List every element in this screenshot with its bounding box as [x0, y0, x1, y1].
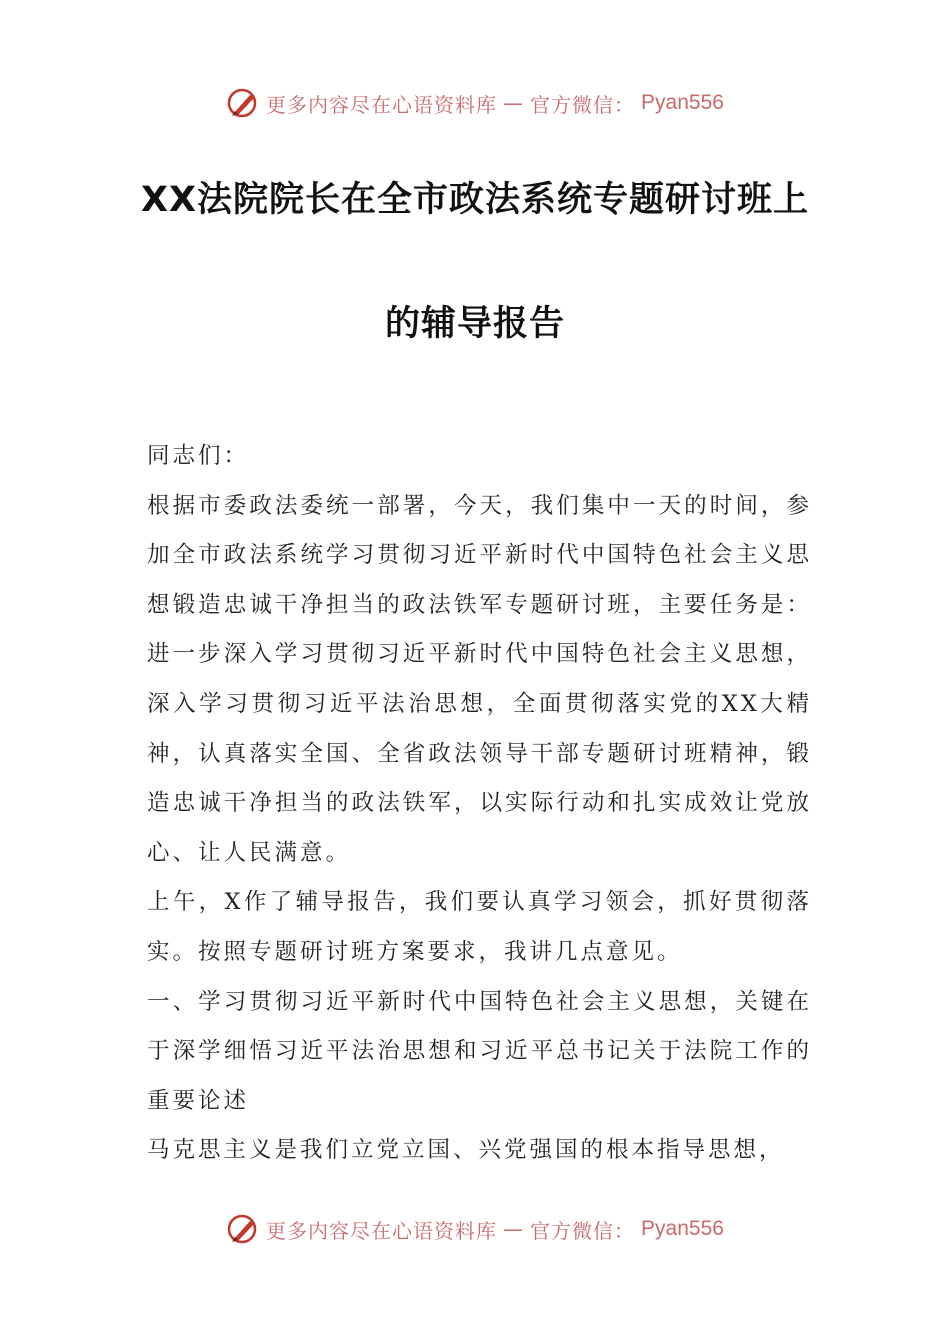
document-body — [147, 432, 812, 1176]
paragraph: 根据市委政法委统一部署，今天，我们集中一天的时间，参加全市政法系统学习贯彻习近平新时代中国特色社会主义思想锻造忠诚干净担当的政法铁军专题研讨班，主要任务是：进一步深入学习贯彻习近平新时代中国特色社会主义思想，深入学习贯彻习近平法治思想，全面贯彻落实党的XX大精神，认真落实全国、全省政法领导干部专题研讨班精神，锻造忠诚干净担当的政法铁军，以实际行动和扎实成效让党放心、让人民满意。 — [147, 492, 812, 866]
watermark-dash: — — [503, 91, 525, 115]
paragraph: 上午，X作了辅导报告，我们要认真学习领会，抓好贯彻落实。按照专题研讨班方案要求，我讲几点意见。 — [147, 889, 812, 965]
watermark-label: 官方微信： — [530, 92, 636, 117]
watermark-dash: — — [503, 1217, 525, 1241]
watermark-wechat-id: Pyan556 — [641, 91, 724, 114]
salutation: 同志们： — [147, 443, 250, 469]
watermark-site-text: 更多内容尽在心语资料库 — [266, 1218, 498, 1243]
document-title-line1: XX法院院长在全市政法系统专题研讨班上 — [141, 180, 809, 220]
watermark-label: 官方微信： — [530, 1218, 636, 1243]
section-heading: 一、学习贯彻习近平新时代中国特色社会主义思想，关键在于深学细悟习近平法治思想和习近平总书记关于法院工作的重要论述 — [147, 988, 812, 1114]
document-title-line2: 的辅导报告 — [384, 304, 565, 344]
pen-logo-icon — [226, 86, 260, 120]
pen-logo-icon — [226, 1212, 260, 1246]
footer-watermark — [0, 1212, 950, 1246]
watermark-site-text: 更多内容尽在心语资料库 — [266, 92, 498, 117]
paragraph: 马克思主义是我们立党立国、兴党强国的根本指导思想， — [147, 1137, 785, 1164]
header-watermark — [0, 86, 950, 120]
watermark-wechat-id: Pyan556 — [641, 1217, 724, 1240]
